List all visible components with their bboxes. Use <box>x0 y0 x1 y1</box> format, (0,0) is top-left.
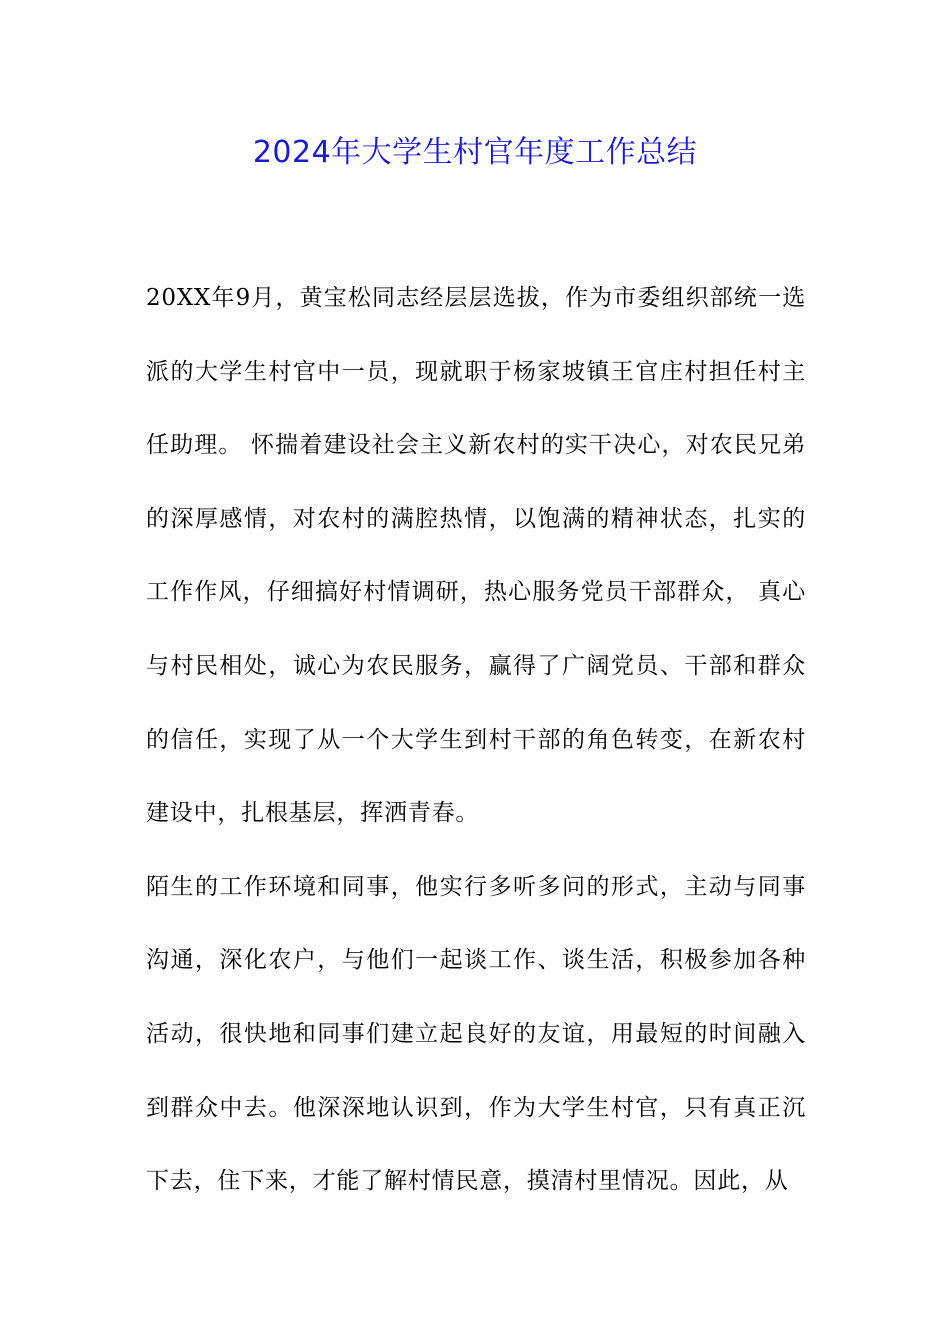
paragraph-1: 20XX年9月，黄宝松同志经层层选拔，作为市委组织部统一选派的大学生村官中一员，现就职于杨家坡镇王官庄村担任村主任助理。 怀揣着建设社会主义新农村的实干决心，对农民兄弟的深厚感情，对农村的满腔热情，以饱满的精神状态，扎实的工作作风，仔细搞好村情调研，热心服务党员干部群众， 真心与村民相处，诚心为农民服务，赢得了广阔党员、干部和群众的信任，实现了从一个大学生到村干部的角色转变，在新农村建设中，扎根基层，挥洒青春。 <box>146 285 806 827</box>
paragraph-2: 陌生的工作环境和同事，他实行多听多问的形式，主动与同事沟通，深化农户，与他们一起谈工作、谈生活，积极参加各种活动，很快地和同事们建立起良好的友谊，用最短的时间融入到群众中去。他深深地认识到，作为大学生村官，只有真正沉下去，住下来，才能了解村情民意，摸清村里情况。因此，从 <box>146 873 806 1195</box>
document-body <box>146 262 806 1219</box>
document-title: 2024年大学生村官年度工作总结 <box>252 135 698 170</box>
